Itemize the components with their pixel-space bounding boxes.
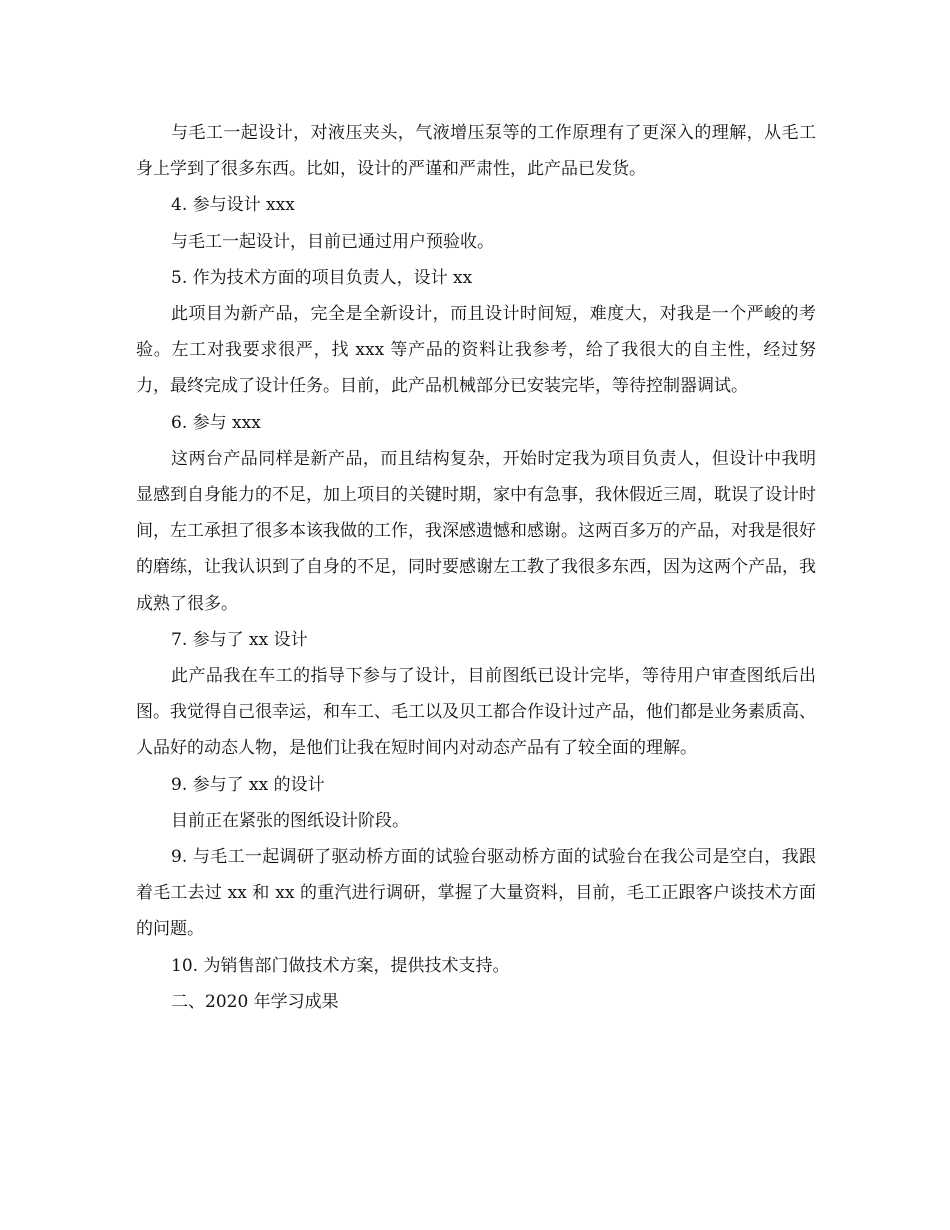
heading-item-9a: 9. 参与了 xx 的设计 bbox=[171, 774, 325, 795]
document-body bbox=[136, 115, 816, 1020]
heading-item-7: 7. 参与了 xx 设计 bbox=[171, 629, 308, 650]
paragraph-item-4: 与毛工一起设计，目前已通过用户预验收。 bbox=[171, 231, 494, 252]
paragraph-design-with-mao: 与毛工一起设计，对液压夹头，气液增压泵等的工作原理有了更深入的理解，从毛工身上学到了很多东西。比如，设计的严谨和严肃性，此产品已发货。 bbox=[136, 123, 816, 180]
heading-item-5: 5. 作为技术方面的项目负责人，设计 xx bbox=[171, 267, 473, 288]
paragraph-item-9a: 目前正在紧张的图纸设计阶段。 bbox=[171, 810, 409, 831]
paragraph-item-9b: 9. 与毛工一起调研了驱动桥方面的试验台驱动桥方面的试验台在我公司是空白，我跟着毛工去过 xx 和 xx 的重汽进行调研，掌握了大量资料，目前，毛工正跟客户谈技术方面的问题。 bbox=[136, 847, 816, 940]
heading-item-6: 6. 参与 xxx bbox=[171, 412, 261, 433]
paragraph-item-7: 此产品我在车工的指导下参与了设计，目前图纸已设计完毕，等待用户审查图纸后出图。我觉得自己很幸运，和车工、毛工以及贝工都合作设计过产品，他们都是业务素质高、人品好的动态人物，是他们让我在短时间内对动态产品有了较全面的理解。 bbox=[136, 666, 816, 759]
paragraph-item-6: 这两台产品同样是新产品，而且结构复杂，开始时定我为项目负责人，但设计中我明显感到自身能力的不足，加上项目的关键时期，家中有急事，我休假近三周，耽误了设计时间，左工承担了很多本该我做的工作，我深感遗憾和感谢。这两百多万的产品，对我是很好的磨练，让我认识到了自身的不足，同时要感谢左工教了我很多东西，因为这两个产品，我成熟了很多。 bbox=[136, 448, 816, 614]
section-heading-2020-learning: 二、2020 年学习成果 bbox=[171, 991, 339, 1012]
paragraph-item-5: 此项目为新产品，完全是全新设计，而且设计时间短，难度大，对我是一个严峻的考验。左工对我要求很严，找 xxx 等产品的资料让我参考，给了我很大的自主性，经过努力，最终完成了设计任务。目前，此产品机械部分已安装完毕，等待控制器调试。 bbox=[136, 304, 816, 397]
paragraph-item-10: 10. 为销售部门做技术方案，提供技术支持。 bbox=[171, 955, 510, 976]
heading-item-4: 4. 参与设计 xxx bbox=[171, 195, 295, 216]
